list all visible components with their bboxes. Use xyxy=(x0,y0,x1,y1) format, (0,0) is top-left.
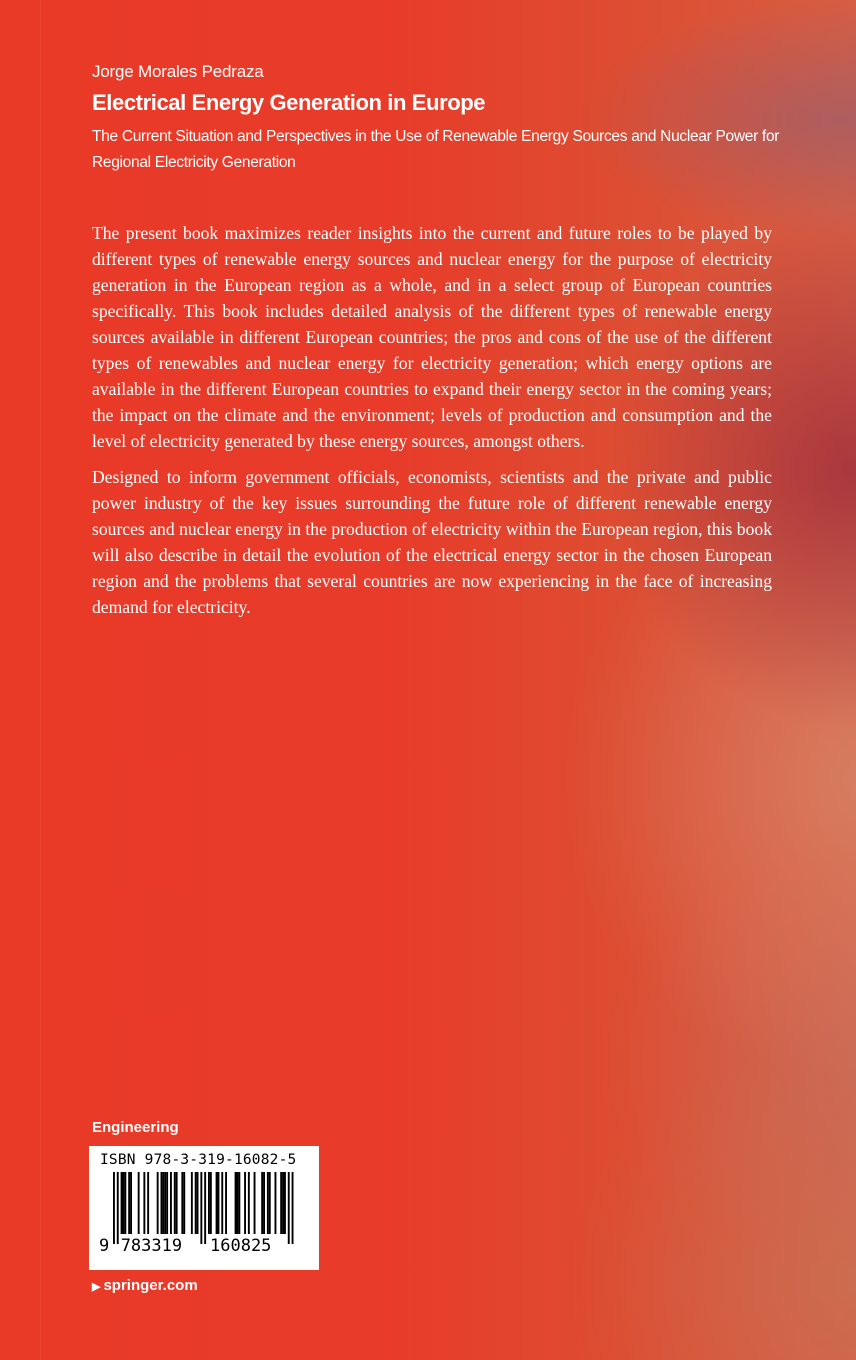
barcode-bar xyxy=(225,1172,227,1234)
barcode-bar xyxy=(208,1172,210,1234)
barcode-bar xyxy=(197,1172,199,1234)
barcode-bar xyxy=(123,1172,125,1234)
arrow-right-icon: ▶ xyxy=(92,1281,101,1293)
barcode-bar xyxy=(248,1172,250,1234)
barcode-bar xyxy=(143,1172,145,1234)
barcode-bar xyxy=(162,1172,164,1234)
barcode-bar xyxy=(288,1172,290,1244)
barcode-bar xyxy=(128,1172,130,1234)
barcode-bar xyxy=(269,1172,271,1234)
barcode-bar xyxy=(157,1172,159,1234)
book-title: Electrical Energy Generation in Europe xyxy=(92,90,486,115)
book-subtitle: The Current Situation and Perspectives in the Use of Renewable Energy Sources and Nuclear Power for Regional Electricity Generation xyxy=(92,128,780,171)
barcode-bar xyxy=(221,1172,223,1234)
barcode-bar xyxy=(170,1172,172,1234)
spine-edge xyxy=(40,0,41,1360)
barcode-bar xyxy=(191,1172,193,1234)
publisher-url: springer.com xyxy=(103,1277,198,1294)
blurb-paragraph-2: Designed to inform government officials, economists, scientists and the private and public power industry of the key issues surrounding the future role of different renewable energy sources and nuclear energy in the production of electricity within the European region, this book will also describe in detail the evolution of the electrical energy sector in the chosen European region and the problems that several countries are now experiencing in the face of increasing demand for electricity. xyxy=(92,467,772,617)
subject-category: Engineering xyxy=(92,1119,179,1136)
blurb xyxy=(92,220,772,630)
barcode-bar xyxy=(275,1172,277,1234)
ean-digits-text: 9 xyxy=(99,1236,110,1256)
barcode-bar xyxy=(138,1172,140,1234)
barcode-bar xyxy=(235,1172,237,1234)
barcode-bar xyxy=(210,1172,212,1234)
barcode-bar xyxy=(280,1172,282,1234)
barcode-bar xyxy=(261,1172,263,1234)
barcode-bar xyxy=(218,1172,220,1234)
barcode-bar xyxy=(195,1172,197,1234)
isbn-label: ISBN 978-3-319-16082-5 xyxy=(100,1152,297,1168)
barcode-bar xyxy=(161,1172,163,1234)
barcode-bar xyxy=(121,1172,123,1234)
blurb-paragraph-1: The present book maximizes reader insights into the current and future roles to be played by different types of renewable energy sources and nuclear energy for the purpose of electricity generation in the European region as a whole, and in a select group of European countries specifically. This book includes detailed analysis of the different types of renewable energy sources available in different European countries; the pros and cons of the use of the different types of renewables and nuclear energy for electricity generation; which energy options are available in the different European countries to expand their energy sector in the coming years; the impact on the climate and the environment; levels of production and consumption and the level of electricity generated by these energy sources, amongst others. xyxy=(92,223,772,451)
barcode-bar xyxy=(183,1172,185,1234)
barcode-bar xyxy=(200,1172,202,1244)
barcode-bar xyxy=(147,1172,149,1234)
barcode-bar xyxy=(117,1172,119,1244)
isbn-barcode xyxy=(89,1146,319,1270)
barcode-bar xyxy=(237,1172,239,1234)
barcode-bar xyxy=(130,1172,132,1234)
barcode-bar xyxy=(292,1172,294,1244)
barcode-bar xyxy=(254,1172,256,1234)
barcode-bar xyxy=(216,1172,218,1234)
barcode-bar xyxy=(164,1172,166,1234)
barcode-bar xyxy=(282,1172,284,1234)
barcode-bar xyxy=(263,1172,265,1234)
publisher-link[interactable] xyxy=(92,1277,198,1294)
barcode-bar xyxy=(181,1172,183,1234)
barcode-bar xyxy=(174,1172,176,1234)
barcode-bar xyxy=(166,1172,168,1234)
barcode-bar xyxy=(113,1172,115,1244)
ean-digits-text: 160825 xyxy=(210,1236,272,1256)
barcode-bar xyxy=(238,1172,240,1234)
ean-digits-text: 783319 xyxy=(120,1236,183,1256)
author-name: Jorge Morales Pedraza xyxy=(92,62,264,81)
barcode-bar xyxy=(176,1172,178,1234)
barcode-bar xyxy=(124,1172,126,1234)
barcode-bar xyxy=(284,1172,286,1234)
barcode-bar xyxy=(267,1172,269,1234)
barcode-bar xyxy=(244,1172,246,1234)
barcode-bar xyxy=(204,1172,206,1244)
